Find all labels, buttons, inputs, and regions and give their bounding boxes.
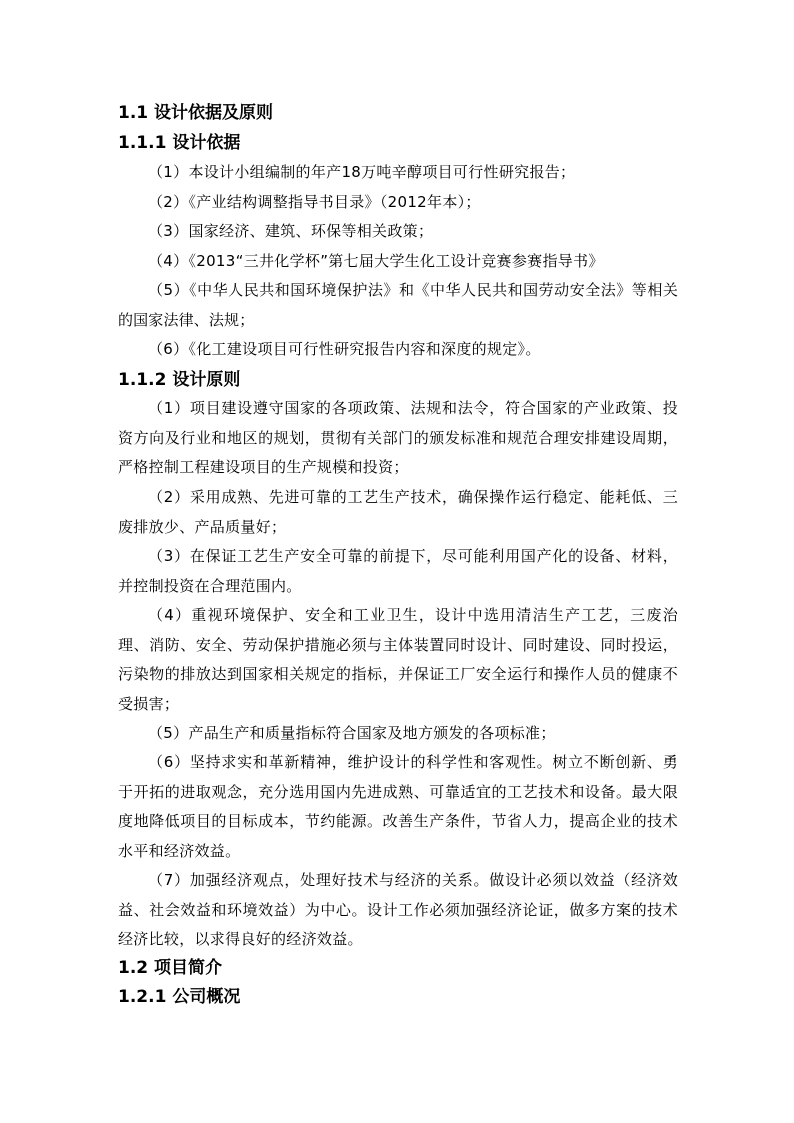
principle-item-5: （5）产品生产和质量指标符合国家及地方颁发的各项标准；: [148, 724, 556, 742]
principle-item-7: （7）加强经济观点，处理好技术与经济的关系。做设计必须以效益（经济效益、社会效益和环境效益）为中心。设计工作必须加强经济论证，做多方案的技术经济比较，以求得良好的经济效益。: [118, 871, 678, 948]
subsection-heading-1-1-1: 1.1.1 设计依据: [118, 133, 241, 153]
principle-item-3: （3）在保证工艺生产安全可靠的前提下，尽可能利用国产化的设备、材料，并控制投资在合理范围内。: [118, 547, 678, 595]
basis-item-3: （3）国家经济、建筑、环保等相关政策；: [148, 222, 434, 240]
basis-item-6: （6）《化工建设项目可行性研究报告内容和深度的规定》。: [148, 340, 541, 358]
basis-item-5: （5）《中华人民共和国环境保护法》和《中华人民共和国劳动安全法》等相关的国家法律、法规；: [118, 281, 678, 329]
principle-item-2: （2）采用成熟、先进可靠的工艺生产技术，确保操作运行稳定、能耗低、三废排放少、产品质量好；: [118, 488, 678, 536]
section-heading-1-1: 1.1 设计依据及原则: [118, 103, 274, 123]
principle-item-4: （4）重视环境保护、安全和工业卫生，设计中选用清洁生产工艺，三废治理、消防、安全、劳动保护措施必须与主体装置同时设计、同时建设、同时投运，污染物的排放达到国家相关规定的指标，并保证工厂安全运行和操作人员的健康不受损害；: [118, 606, 678, 713]
subsection-heading-1-2-1: 1.2.1 公司概况: [118, 987, 241, 1007]
basis-item-2: （2）《产业结构调整指导书目录》（2012年本）；: [148, 193, 481, 211]
subsection-heading-1-1-2: 1.1.2 设计原则: [118, 370, 241, 390]
basis-item-4: （4）《2013“三井化学杯”第七届大学生化工设计竞赛参赛指导书》: [148, 252, 604, 270]
principle-item-1: （1）项目建设遵守国家的各项政策、法规和法令，符合国家的产业政策、投资方向及行业和地区的规划，贯彻有关部门的颁发标准和规范合理安排建设周期，严格控制工程建设项目的生产规模和投资；: [118, 399, 678, 476]
principle-item-6: （6）坚持求实和革新精神，维护设计的科学性和客观性。树立不断创新、勇于开拓的进取观念，充分选用国内先进成熟、可靠适宜的工艺技术和设备。最大限度地降低项目的目标成本，节约能源。改善生产条件，节省人力，提高企业的技术水平和经济效益。: [118, 753, 678, 860]
basis-item-1: （1）本设计小组编制的年产18万吨辛醇项目可行性研究报告；: [148, 163, 576, 181]
section-heading-1-2: 1.2 项目简介: [118, 958, 223, 978]
